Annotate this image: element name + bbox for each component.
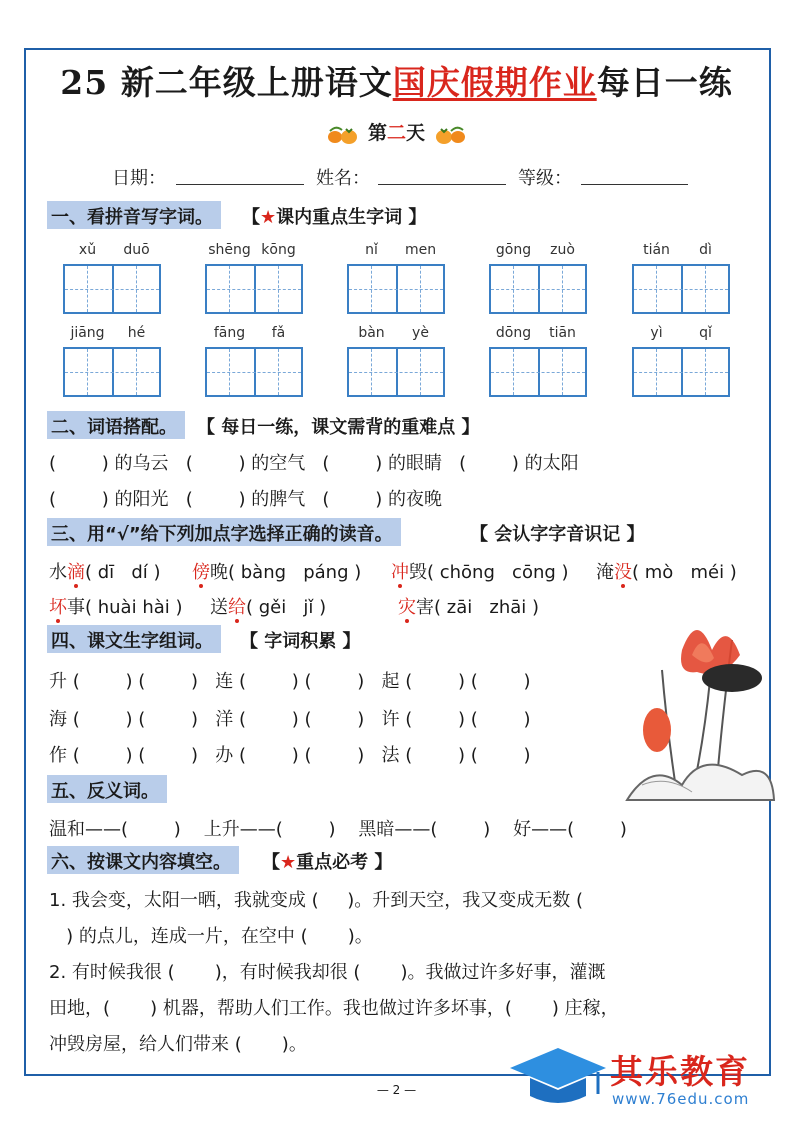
writing-grid[interactable] — [63, 347, 161, 397]
pinyin-label: gōng — [495, 242, 532, 258]
section-1-title: 一、看拼音写字词。 — [47, 201, 221, 229]
page-title: 25 新二年级上册语文国庆假期作业每日一练 — [60, 63, 733, 102]
pinyin-label: bàn — [358, 325, 385, 341]
pinyin-label: dì — [699, 242, 712, 258]
pinyin-label: yì — [650, 325, 663, 341]
writing-grid[interactable] — [205, 347, 303, 397]
lotus-illustration — [622, 610, 777, 810]
writing-grid[interactable] — [63, 264, 161, 314]
brand-logo — [508, 1040, 790, 1112]
word-group-row: 海 ( ) ( ) 洋 ( ) ( ) 许 ( ) ( ) — [49, 709, 531, 730]
section-1-note: 【★课内重点生字词 】 — [242, 207, 427, 228]
writing-grid[interactable] — [347, 264, 445, 314]
section-3-title: 三、用“√”给下列加点字选择正确的读音。 — [47, 518, 401, 546]
pinyin-label: hé — [127, 325, 146, 341]
pron-item: 淹没( mò méi ) — [596, 562, 737, 583]
pinyin-label: men — [404, 242, 437, 258]
name-field[interactable] — [378, 184, 506, 185]
grade-label: 等级： — [518, 168, 572, 189]
pron-item: 灾害( zāi zhāi ) — [398, 597, 540, 618]
brand-url: www.76edu.com — [612, 1090, 750, 1108]
pinyin-label: jiāng — [70, 325, 105, 341]
collocation-row: ( ) 的乌云 ( ) 的空气 ( ) 的眼睛 ( ) 的太阳 — [49, 453, 579, 474]
writing-grid[interactable] — [347, 347, 445, 397]
pron-item: 坏事( huài hài ) — [49, 597, 183, 618]
brand-name: 其乐教育 — [610, 1052, 750, 1091]
pinyin-label: qǐ — [699, 325, 712, 341]
day-heading: 第二天 — [0, 118, 793, 145]
pron-item: 冲毁( chōng cōng ) — [391, 562, 569, 583]
fill-line: 田地，( ) 机器，帮助人们工作。我也做过许多坏事，( ) 庄稼， — [49, 998, 619, 1019]
name-label: 姓名： — [316, 168, 370, 189]
fill-line: ) 的点儿，连成一片，在空中 ( )。 — [49, 926, 373, 947]
pinyin-label: fāng — [213, 325, 246, 341]
fill-line: 冲毁房屋，给人们带来 ( )。 — [49, 1034, 307, 1055]
persimmon-icon — [326, 123, 360, 145]
grade-field[interactable] — [581, 184, 688, 185]
section-4-title: 四、课文生字组词。 — [47, 625, 221, 653]
section-4-note: 【 字词积累 】 — [240, 631, 361, 652]
date-label: 日期： — [112, 168, 166, 189]
pinyin-label: yè — [412, 325, 429, 341]
fill-line: 1. 我会变，太阳一晒，我就变成 ( )。升到天空，我又变成无数 ( — [49, 890, 584, 911]
graduation-cap-icon — [508, 1044, 608, 1108]
pron-item: 水滴( dī dí ) — [49, 562, 161, 583]
pron-item: 傍晚( bàng páng ) — [192, 562, 362, 583]
pinyin-label: duō — [123, 242, 150, 258]
fill-line: 2. 有时候我很 ( )，有时候我却很 ( )。我做过许多好事，灌溉 — [49, 962, 606, 983]
pinyin-label: fǎ — [271, 325, 286, 341]
pinyin-label: tián — [643, 242, 670, 258]
pron-item: 送给( gěi jǐ ) — [210, 597, 327, 618]
antonym-row: 温和——( ) 上升——( ) 黑暗——( ) 好——( ) — [49, 819, 627, 840]
date-field[interactable] — [176, 184, 304, 185]
section-3-note: 【 会认字字音识记 】 — [470, 524, 645, 545]
word-group-row: 升 ( ) ( ) 连 ( ) ( ) 起 ( ) ( ) — [49, 671, 531, 692]
section-6-note: 【★重点必考 】 — [262, 852, 393, 873]
pinyin-label: xǔ — [78, 242, 97, 258]
section-2-note: 【 每日一练，课文需背的重难点 】 — [197, 417, 480, 438]
pinyin-label: zuò — [550, 242, 575, 258]
pinyin-label: dōng — [495, 325, 532, 341]
section-2-title: 二、词语搭配。 — [47, 411, 185, 439]
section-5-title: 五、反义词。 — [47, 775, 167, 803]
writing-grid[interactable] — [489, 264, 587, 314]
pinyin-label: nǐ — [365, 242, 378, 258]
word-group-row: 作 ( ) ( ) 办 ( ) ( ) 法 ( ) ( ) — [49, 745, 531, 766]
writing-grid[interactable] — [489, 347, 587, 397]
writing-grid[interactable] — [632, 264, 730, 314]
pinyin-label: shēng — [208, 242, 251, 258]
collocation-row: ( ) 的阳光 ( ) 的脾气 ( ) 的夜晚 — [49, 489, 442, 510]
pinyin-label: tiān — [549, 325, 576, 341]
title-highlight: 国庆假期作业 — [392, 63, 597, 102]
page-number: — 2 — — [376, 1083, 417, 1097]
writing-grid[interactable] — [205, 264, 303, 314]
writing-grid[interactable] — [632, 347, 730, 397]
section-6-title: 六、按课文内容填空。 — [47, 846, 239, 874]
persimmon-icon — [433, 123, 467, 145]
pinyin-label: kōng — [261, 242, 296, 258]
